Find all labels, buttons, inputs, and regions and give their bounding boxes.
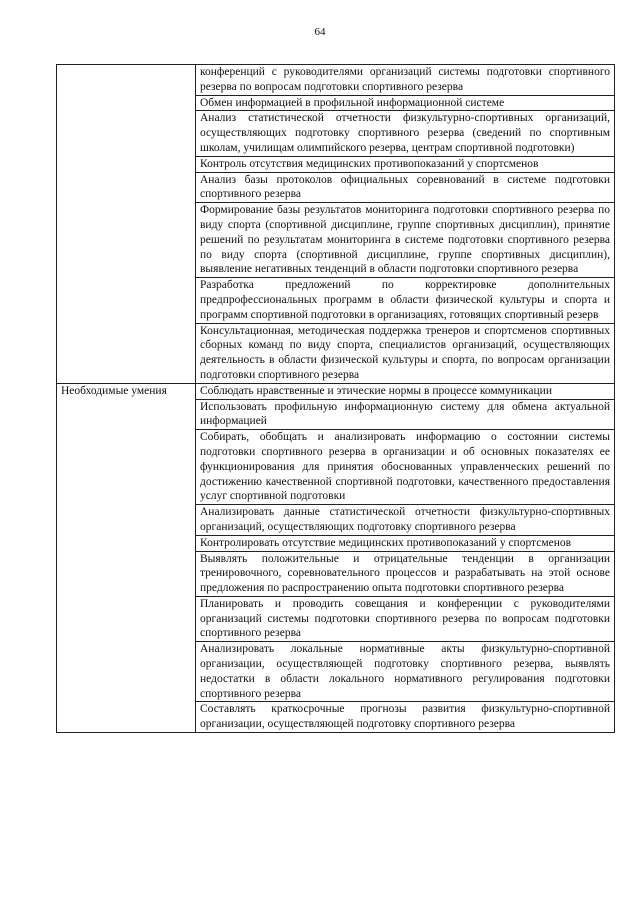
- table-row: [57, 383, 615, 399]
- row-text: конференций с руководителями организаций системы подготовки спортивного резерва по вопросам подготовки спортивного резерва: [196, 65, 615, 96]
- document-table: [56, 64, 615, 733]
- row-text: Контролировать отсутствие медицинских противопоказаний у спортсменов: [196, 535, 615, 551]
- page-number: 64: [314, 26, 326, 38]
- row-text: Выявлять положительные и отрицательные тенденции в организации тренировочного, соревновательного процессов и разрабатывать на этой основе предложения по распространению опыта подготовки спортивного резерва: [196, 551, 615, 596]
- row-text: Контроль отсутствия медицинских противопоказаний у спортсменов: [196, 156, 615, 172]
- row-text: Анализировать локальные нормативные акты физкультурно-спортивной организации, осуществляющей подготовку спортивного резерва, выявлять недостатки в области локального нормативного регулирования подготовки спортивного резерва: [196, 642, 615, 702]
- row-text: Анализировать данные статистической отчетности физкультурно-спортивных организаций, осуществляющих подготовку спортивного резерва: [196, 505, 615, 536]
- row-label-cell: [57, 65, 196, 384]
- row-text: Обмен информацией в профильной информационной системе: [196, 95, 615, 111]
- table-row: [57, 65, 615, 96]
- row-text: Использовать профильную информационную систему для обмена актуальной информацией: [196, 399, 615, 430]
- row-text: Планировать и проводить совещания и конференции с руководителями организаций системы подготовки спортивного резерва по вопросам подготовки спортивного резерва: [196, 596, 615, 641]
- row-text: Составлять краткосрочные прогнозы развития физкультурно-спортивной организации, осуществляющей подготовку спортивного резерва: [196, 702, 615, 733]
- row-text: Анализ статистической отчетности физкультурно-спортивных организаций, осуществляющих подготовку спортивного резерва (сведений по спортивным школам, училищам олимпийского резерва, центрам спортивной подготовки): [196, 111, 615, 156]
- row-text: Формирование базы результатов мониторинга подготовки спортивного резерва по виду спорта (спортивной дисциплине, группе спортивных дисциплин), принятие решений по результатам мониторинга в системе подготовки спортивного резерва по виду спорта (спортивной дисциплине, группе спортивных дисциплин), выявление негативных тенденций в области подготовки спортивного резерва: [196, 203, 615, 278]
- row-text: Разработка предложений по корректировке дополнительных предпрофессиональных программ в области физической культуры и спорта и программ спортивной подготовки в организациях, готовящих спортивный резерв: [196, 278, 615, 323]
- row-text: Анализ базы протоколов официальных соревнований в системе подготовки спортивного резерва: [196, 172, 615, 203]
- section-label-required-skills: Необходимые умения: [57, 383, 196, 732]
- row-text: Соблюдать нравственные и этические нормы в процессе коммуникации: [196, 383, 615, 399]
- row-text: Собирать, обобщать и анализировать информацию о состоянии системы подготовки спортивного резерва в организации и об основных показателях ее функционирования для принятия обоснованных управленческих решений по достижению качественной спортивной подготовки, качественного предоставления услуг спортивной подготовки: [196, 430, 615, 505]
- row-text: Консультационная, методическая поддержка тренеров и спортсменов спортивных сборных команд по виду спорта, специалистов организаций, осуществляющих деятельность в области физической культуры и спорта, по вопросам организации подготовки спортивного резерва: [196, 323, 615, 383]
